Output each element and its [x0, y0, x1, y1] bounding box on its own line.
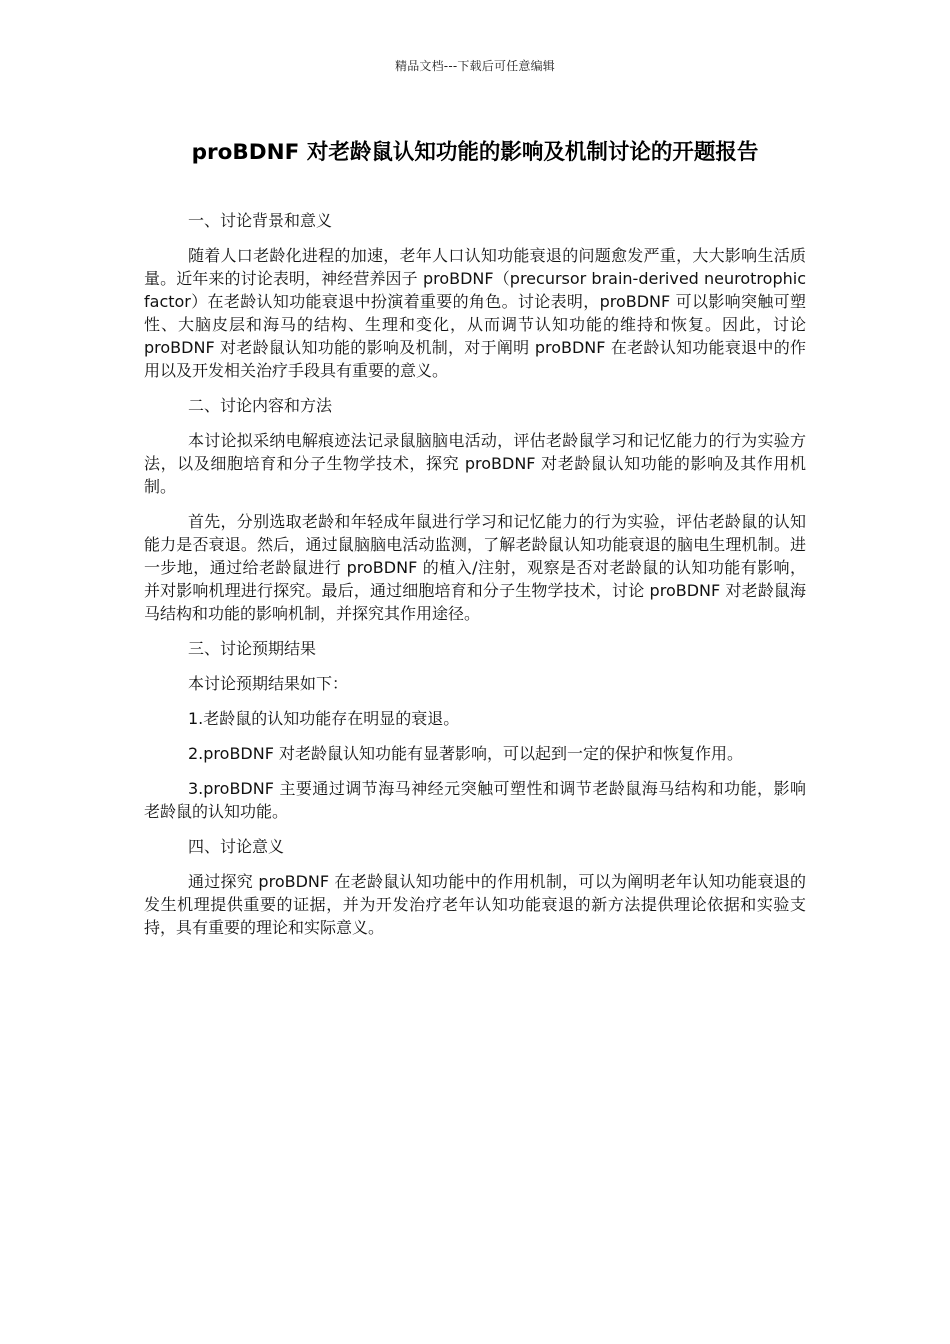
paragraph-methods-overview: 本讨论拟采纳电解痕迹法记录鼠脑脑电活动，评估老龄鼠学习和记忆能力的行为实验方法，以及细胞培育和分子生物学技术，探究 proBDNF 对老龄鼠认知功能的影响及其作用机制。 [144, 431, 806, 496]
document-body [144, 209, 806, 951]
list-item-expected-result-2: 2.proBDNF 对老龄鼠认知功能有显著影响，可以起到一定的保护和恢复作用。 [188, 744, 743, 763]
list-item-expected-result-1: 1.老龄鼠的认知功能存在明显的衰退。 [188, 709, 460, 728]
section-heading-methods: 二、讨论内容和方法 [188, 396, 333, 415]
paragraph-significance: 通过探究 proBDNF 在老龄鼠认知功能中的作用机制，可以为阐明老年认知功能衰退的发生机理提供重要的证据，并为开发治疗老年认知功能衰退的新方法提供理论依据和实验支持，具有重要的理论和实际意义。 [144, 872, 806, 937]
document-title: proBDNF 对老龄鼠认知功能的影响及机制讨论的开题报告 [191, 140, 759, 165]
section-heading-background: 一、讨论背景和意义 [188, 211, 333, 230]
paragraph-expected-intro: 本讨论预期结果如下： [188, 674, 349, 693]
section-heading-expected-results: 三、讨论预期结果 [188, 639, 317, 658]
paragraph-methods-steps: 首先，分别选取老龄和年轻成年鼠进行学习和记忆能力的行为实验，评估老龄鼠的认知能力是否衰退。然后，通过鼠脑脑电活动监测，了解老龄鼠认知功能衰退的脑电生理机制。进一步地，通过给老龄鼠进行 proBDNF 的植入/注射，观察是否对老龄鼠的认知功能有影响，并对影响机理进行探究。最后，通过细胞培育和分子生物学技术，讨论 proBDNF 对老龄鼠海马结构和功能的影响机制，并探究其作用途径。 [144, 512, 806, 623]
list-item-expected-result-3: 3.proBDNF 主要通过调节海马神经元突触可塑性和调节老龄鼠海马结构和功能，影响老龄鼠的认知功能。 [144, 779, 806, 821]
header-note: 精品文档---下载后可任意编辑 [395, 59, 555, 73]
section-heading-significance: 四、讨论意义 [188, 837, 285, 856]
paragraph-background: 随着人口老龄化进程的加速，老年人口认知功能衰退的问题愈发严重，大大影响生活质量。近年来的讨论表明，神经营养因子 proBDNF（precursor brain-derived neurotrophic factor）在老龄认知功能衰退中扮演着重要的角色。讨论表明，proBDNF 可以影响突触可塑性、大脑皮层和海马的结构、生理和变化，从而调节认知功能的维持和恢复。因此，讨论 proBDNF 对老龄鼠认知功能的影响及机制，对于阐明 proBDNF 在老龄认知功能衰退中的作用以及开发相关治疗手段具有重要的意义。 [144, 246, 806, 380]
